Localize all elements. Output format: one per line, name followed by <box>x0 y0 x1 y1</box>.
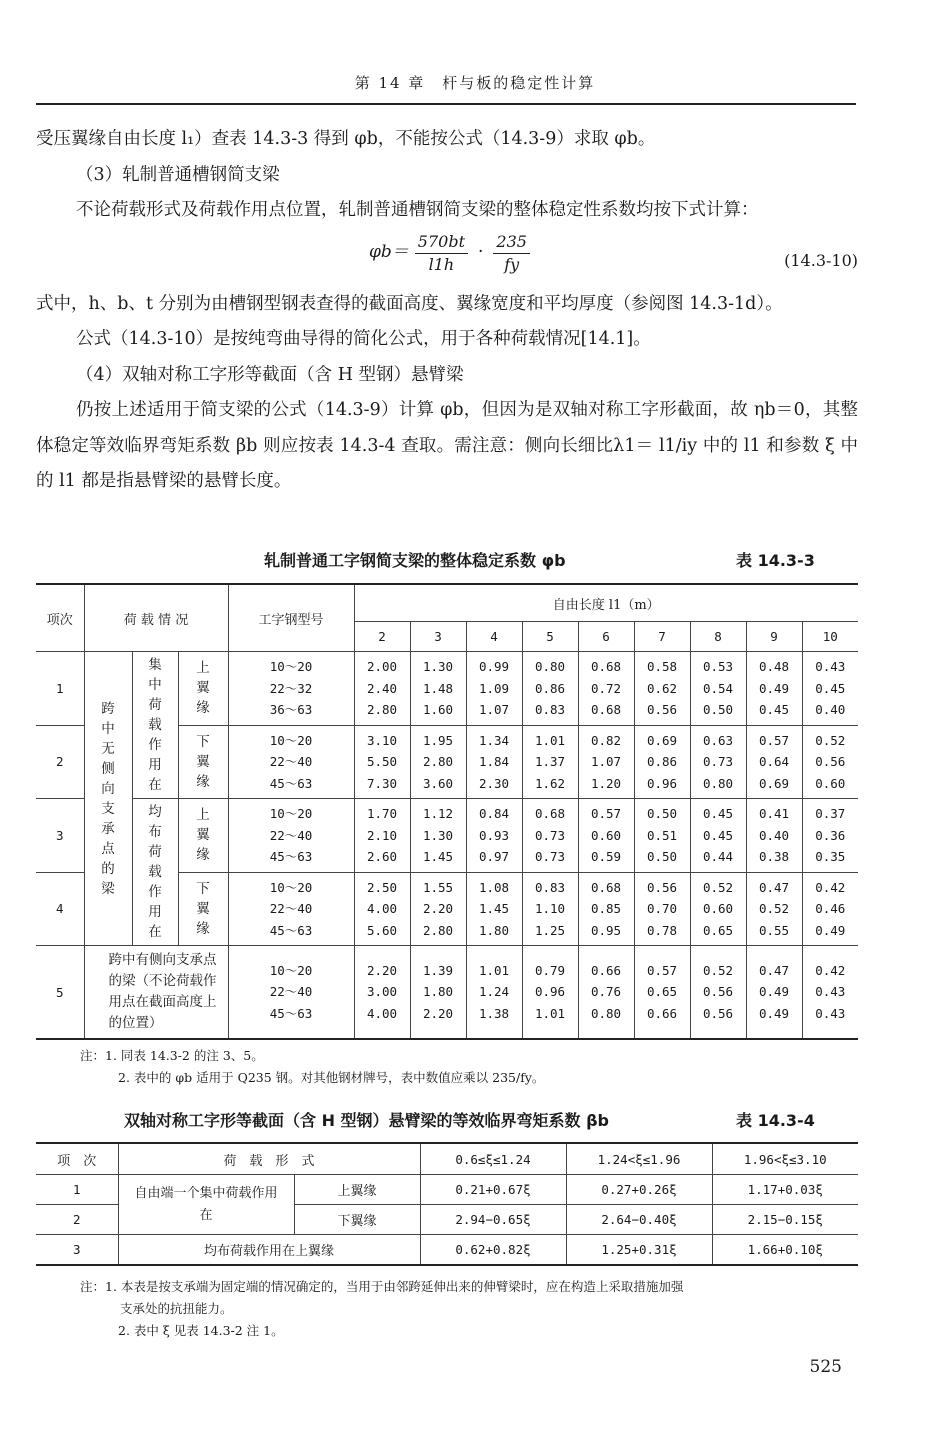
formula-number: (14.3-10) <box>784 250 858 270</box>
section-heading: （4）双轴对称工字形等截面（含 H 型钢）悬臂梁 <box>76 364 464 385</box>
coef-cell: 0.83 1.10 1.25 <box>522 872 578 946</box>
coef-cell: 0.47 0.52 0.55 <box>746 872 802 946</box>
numerator: 570bt <box>415 231 468 254</box>
coef-formula: 2.15−0.15ξ <box>712 1205 858 1235</box>
paragraph: 不论荷载形式及荷载作用点位置，轧制普通槽钢简支梁的整体稳定性系数均按下式计算： <box>76 200 759 220</box>
table1-title: 轧制普通工字钢简支梁的整体稳定系数 φb <box>264 551 566 570</box>
section-types: 10～20 22～40 45～63 <box>228 725 354 799</box>
coef-cell: 1.30 1.48 1.60 <box>410 652 466 726</box>
paragraph: 受压翼缘自由长度 l₁）查表 14.3-3 得到 φb，不能按公式（14.3-9）求取 φb。 <box>36 129 656 149</box>
coef-cell: 0.84 0.93 0.97 <box>466 799 522 873</box>
coef-cell: 3.10 5.50 7.30 <box>354 725 410 799</box>
table-row <box>36 799 858 873</box>
coef-cell: 0.56 0.70 0.78 <box>634 872 690 946</box>
coef-formula: 2.64−0.40ξ <box>566 1205 712 1235</box>
table-row <box>36 946 858 1040</box>
formula-block <box>36 229 858 287</box>
multiply-dot: · <box>478 242 484 263</box>
load-description: 自由端一个集中荷载作用在 <box>118 1175 294 1235</box>
coef-cell: 1.55 2.20 2.80 <box>410 872 466 946</box>
flange-label: 下 翼 缘 <box>178 725 228 799</box>
coef-cell: 1.39 1.80 2.20 <box>410 946 466 1040</box>
load-type-label: 集 中 荷 载 作 用 在 <box>132 652 178 799</box>
range-header: 0.6≤ξ≤1.24 <box>420 1143 566 1175</box>
coef-formula: 1.25+0.31ξ <box>566 1235 712 1266</box>
coef-formula: 1.66+0.10ξ <box>712 1235 858 1266</box>
coef-cell: 0.52 0.56 0.56 <box>690 946 746 1040</box>
coef-cell: 0.79 0.96 1.01 <box>522 946 578 1040</box>
paragraph: 公式（14.3-10）是按纯弯曲导得的简化公式，用于各种荷载情况[14.1]。 <box>76 329 651 349</box>
row-number: 5 <box>36 946 84 1040</box>
section-types: 10～20 22～40 45～63 <box>228 946 354 1040</box>
coef-cell: 0.57 0.60 0.59 <box>578 799 634 873</box>
denominator: fy <box>504 254 520 274</box>
row-number: 4 <box>36 872 84 946</box>
flange-label: 上 翼 缘 <box>178 799 228 873</box>
page-number: 525 <box>809 1357 842 1377</box>
beam-type-label: 跨 中 无 侧 向 支 承 点 的 梁 <box>84 652 132 946</box>
length-header: 6 <box>578 622 634 652</box>
row-number: 3 <box>36 1235 118 1266</box>
coef-cell: 0.68 0.85 0.95 <box>578 872 634 946</box>
coef-cell: 0.42 0.46 0.49 <box>802 872 858 946</box>
paragraph: 仍按上述适用于简支梁的公式（14.3-9）计算 φb，但因为是双轴对称工字形截面，故 ηb＝0，其整体稳定等效临界弯矩系数 βb 则应按表 14.3-4 查取。需注意：侧向长细比λ1＝ l1/iy 中的 l1 和参数 ξ 中的 l1 都是指悬臂梁的悬臂长度。 <box>36 400 858 491</box>
fraction <box>493 231 530 276</box>
length-header: 2 <box>354 622 410 652</box>
fraction <box>415 231 468 276</box>
header-rule <box>36 103 856 105</box>
range-header: 1.96<ξ≤3.10 <box>712 1143 858 1175</box>
coef-cell: 1.95 2.80 3.60 <box>410 725 466 799</box>
coef-cell: 0.41 0.40 0.38 <box>746 799 802 873</box>
coef-cell: 0.66 0.76 0.80 <box>578 946 634 1040</box>
coef-cell: 0.80 0.86 0.83 <box>522 652 578 726</box>
note-line: 注：1. 本表是按支承端为固定端的情况确定的，当用于由邻跨延伸出来的伸臂梁时，应在构造上采取措施加强 <box>80 1279 684 1294</box>
denominator: l1h <box>428 254 455 274</box>
coef-cell: 0.99 1.09 1.07 <box>466 652 522 726</box>
coef-cell: 1.01 1.37 1.62 <box>522 725 578 799</box>
col-header-length: 自由长度 l1（m） <box>354 584 858 622</box>
table1-notes <box>80 1045 544 1089</box>
coef-cell: 0.58 0.62 0.56 <box>634 652 690 726</box>
row-number: 1 <box>36 1175 118 1205</box>
note-line: 2. 表中的 φb 适用于 Q235 钢。对其他钢材牌号，表中数值应乘以 235/fy。 <box>118 1070 545 1085</box>
table2-title: 双轴对称工字形等截面（含 H 型钢）悬臂梁的等效临界弯矩系数 βb <box>124 1111 610 1130</box>
coef-cell: 0.63 0.73 0.80 <box>690 725 746 799</box>
table-row <box>36 1235 858 1266</box>
section-types: 10～20 22～32 36～63 <box>228 652 354 726</box>
coef-cell: 0.82 1.07 1.20 <box>578 725 634 799</box>
coef-cell: 0.69 0.86 0.96 <box>634 725 690 799</box>
numerator: 235 <box>493 231 530 254</box>
table1-number: 表 14.3-3 <box>736 551 815 570</box>
coef-cell: 0.48 0.49 0.45 <box>746 652 802 726</box>
coef-cell: 0.68 0.72 0.68 <box>578 652 634 726</box>
coef-cell: 0.57 0.64 0.69 <box>746 725 802 799</box>
coef-cell: 1.70 2.10 2.60 <box>354 799 410 873</box>
coef-cell: 2.00 2.40 2.80 <box>354 652 410 726</box>
coef-cell: 1.08 1.45 1.80 <box>466 872 522 946</box>
coef-formula: 0.21+0.67ξ <box>420 1175 566 1205</box>
load-description: 均布荷载作用在上翼缘 <box>118 1235 420 1266</box>
length-header: 7 <box>634 622 690 652</box>
formula <box>369 231 534 276</box>
paragraph: 式中，h、b、t 分别为由槽钢型钢表查得的截面高度、翼缘宽度和平均厚度（参阅图 14.3-1d）。 <box>36 293 783 314</box>
length-header: 4 <box>466 622 522 652</box>
col-header-item: 项 次 <box>36 1143 118 1175</box>
section-heading: （3）轧制普通槽钢简支梁 <box>76 164 280 185</box>
table2-number: 表 14.3-4 <box>736 1111 815 1130</box>
coef-cell: 0.47 0.49 0.49 <box>746 946 802 1040</box>
load-type-label: 均 布 荷 载 作 用 在 <box>132 799 178 946</box>
coef-cell: 0.45 0.45 0.44 <box>690 799 746 873</box>
flange-label: 下翼缘 <box>294 1205 420 1235</box>
coef-formula: 1.17+0.03ξ <box>712 1175 858 1205</box>
formula-lhs: φb＝ <box>369 242 409 263</box>
flange-label: 上翼缘 <box>294 1175 420 1205</box>
note-line: 2. 表中 ξ 见表 14.3-2 注 1。 <box>118 1323 284 1338</box>
coef-cell: 0.53 0.54 0.50 <box>690 652 746 726</box>
table-row <box>36 1175 858 1205</box>
body-text <box>36 122 858 500</box>
table-row <box>36 652 858 726</box>
load-description: 跨中有侧向支承点的梁（不论荷载作用点在截面高度上的位置） <box>84 946 228 1040</box>
col-header-load: 荷 载 形 式 <box>118 1143 420 1175</box>
length-header: 10 <box>802 622 858 652</box>
row-number: 1 <box>36 652 84 726</box>
flange-label: 上 翼 缘 <box>178 652 228 726</box>
coef-formula: 0.62+0.82ξ <box>420 1235 566 1266</box>
note-line: 注：1. 同表 14.3-2 的注 3、5。 <box>80 1048 264 1063</box>
row-number: 3 <box>36 799 84 873</box>
coef-cell: 0.68 0.73 0.73 <box>522 799 578 873</box>
table2-caption <box>124 1108 815 1131</box>
moment-coefficient-table <box>36 1142 858 1266</box>
coef-formula: 0.27+0.26ξ <box>566 1175 712 1205</box>
col-header-load: 荷 载 情 况 <box>84 584 228 652</box>
col-header-type: 工字钢型号 <box>228 584 354 652</box>
row-number: 2 <box>36 1205 118 1235</box>
coef-cell: 0.37 0.36 0.35 <box>802 799 858 873</box>
note-line: 支承处的抗扭能力。 <box>120 1301 233 1316</box>
coef-cell: 1.34 1.84 2.30 <box>466 725 522 799</box>
coef-cell: 1.01 1.24 1.38 <box>466 946 522 1040</box>
coef-cell: 0.43 0.45 0.40 <box>802 652 858 726</box>
flange-label: 下 翼 缘 <box>178 872 228 946</box>
table1-caption <box>264 548 815 571</box>
coef-cell: 0.52 0.60 0.65 <box>690 872 746 946</box>
coef-cell: 2.20 3.00 4.00 <box>354 946 410 1040</box>
length-header: 8 <box>690 622 746 652</box>
col-header-item: 项次 <box>36 584 84 652</box>
coef-cell: 2.50 4.00 5.60 <box>354 872 410 946</box>
table2-notes <box>80 1276 860 1342</box>
length-header: 3 <box>410 622 466 652</box>
coef-formula: 2.94−0.65ξ <box>420 1205 566 1235</box>
coef-cell: 0.42 0.43 0.43 <box>802 946 858 1040</box>
coef-cell: 0.52 0.56 0.60 <box>802 725 858 799</box>
coef-cell: 0.57 0.65 0.66 <box>634 946 690 1040</box>
stability-coefficient-table <box>36 583 858 1040</box>
length-header: 9 <box>746 622 802 652</box>
length-header: 5 <box>522 622 578 652</box>
row-number: 2 <box>36 725 84 799</box>
running-head: 第 14 章 杆与板的稳定性计算 <box>354 74 596 92</box>
section-types: 10～20 22～40 45～63 <box>228 872 354 946</box>
coef-cell: 0.50 0.51 0.50 <box>634 799 690 873</box>
coef-cell: 1.12 1.30 1.45 <box>410 799 466 873</box>
range-header: 1.24<ξ≤1.96 <box>566 1143 712 1175</box>
section-types: 10～20 22～40 45～63 <box>228 799 354 873</box>
